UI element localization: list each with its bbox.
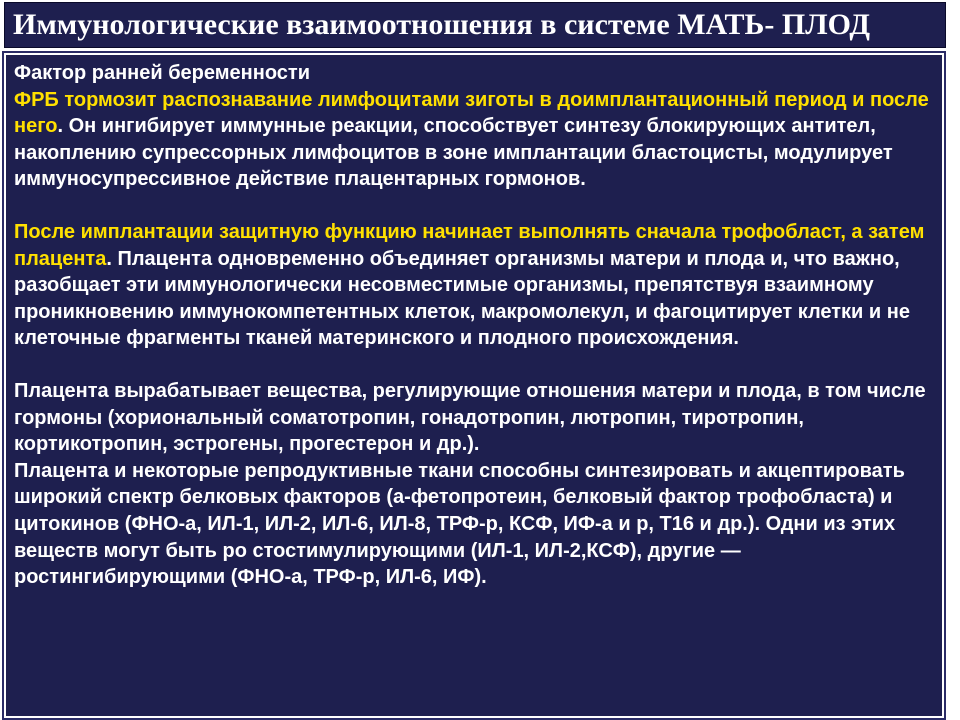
paragraph-frb-text: . Он ингибирует иммунные реакции, способствует синтезу блокирующих антител, накоплению супрессорных лимфоцитов в зоне имплантации бластоцисты, модулирует иммуносупрессивное действие плацентарных гормонов.	[14, 115, 893, 191]
paragraph-gap	[14, 352, 936, 378]
section-heading: Фактор ранней беременности	[14, 62, 310, 84]
paragraph-implantation-text: . Плацента одновременно объединяет организмы матери и плода и, что важно, разобщает эти иммунологически несовместимые организмы, препятствуя взаимному проникновению иммунокомпетентных клеток, макромолекул, и фагоцитирует клетки и не клеточные фрагменты тканей материнского и плодного происхождения.	[14, 247, 910, 350]
paragraph-protein-factors: Плацента и некоторые репродуктивные ткани способны синтезировать и акцептировать широкий спектр белковых факторов (а-фетопротеин, белковый фактор трофобласта) и цитокинов (ФНО-а, ИЛ-1, ИЛ-2, ИЛ-6, ИЛ-8, ТРФ-р, КСФ, ИФ-а и р, Т16 и др.). Одни из этих веществ могут быть ро стостимулирующими (ИЛ-1, ИЛ-2,КСФ), другие — ростингибирующими (ФНО-а, ТРФ-р, ИЛ-6, ИФ).	[14, 459, 905, 589]
paragraph-gap	[14, 193, 936, 219]
paragraph-frb-highlight: ФРБ тормозит распознавание лимфоцитами зиготы в доимплантационный период и после него	[14, 88, 929, 138]
paragraph-implantation	[14, 219, 936, 352]
paragraph-hormones: Плацента вырабатывает вещества, регулирующие отношения матери и плода, в том числе гормоны (хориональный соматотропин, гонадотропин, лютропин, тиротропин, кортикотропин, эстрогены, прогестерон и др.).	[14, 379, 926, 456]
title-bar	[4, 2, 946, 48]
content-box	[4, 53, 944, 718]
paragraph-implantation-highlight: После имплантации защитную функцию начинает выполнять сначала трофобласт, а затем плацента	[14, 220, 925, 270]
slide-title: Иммунологические взаимоотношения в системе МАТЬ- ПЛОД	[13, 8, 871, 41]
paragraph-frb	[14, 87, 936, 193]
